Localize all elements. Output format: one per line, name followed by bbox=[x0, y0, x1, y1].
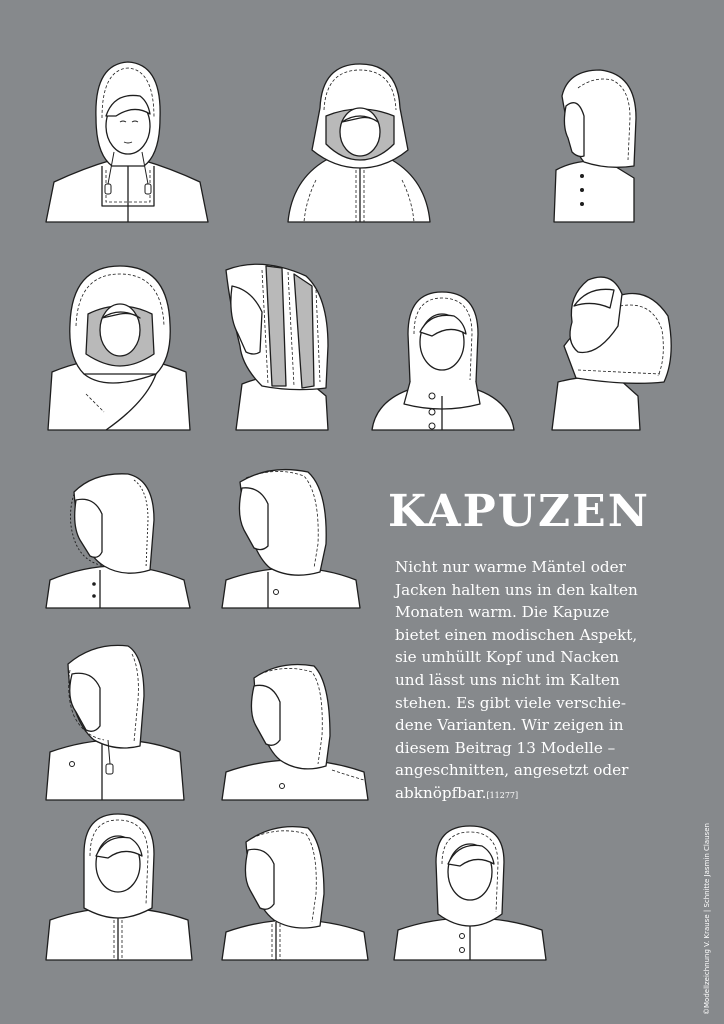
article-title: KAPUZEN bbox=[388, 486, 650, 537]
reference-number: [11277] bbox=[486, 790, 519, 800]
hood-sketch-1 bbox=[44, 56, 210, 224]
body-line: bietet einen modischen Aspekt, bbox=[395, 625, 638, 644]
body-line: Nicht nur warme Mäntel oder bbox=[395, 558, 626, 576]
body-line: dene Varianten. Wir zeigen in bbox=[395, 716, 624, 735]
hood-sketch-2 bbox=[286, 60, 432, 224]
hood-sketch-5 bbox=[222, 256, 332, 432]
body-line: sie umhüllt Kopf und Nacken bbox=[395, 648, 620, 667]
body-line: Jacken halten uns in den kalten bbox=[395, 580, 638, 599]
hood-sketch-10 bbox=[44, 640, 186, 802]
hood-sketch-4 bbox=[46, 262, 192, 432]
hood-sketch-11 bbox=[220, 660, 370, 802]
image-credit: ©Modellzeichnung V. Krause | Schnitte Jasmin Clausen bbox=[703, 823, 711, 1015]
hood-sketch-13 bbox=[220, 822, 370, 962]
hood-sketch-12 bbox=[44, 808, 194, 962]
body-line: stehen. Es gibt viele verschie- bbox=[395, 693, 627, 712]
body-line: angeschnitten, angesetzt oder bbox=[395, 761, 629, 780]
body-line: diesem Beitrag 13 Modelle – bbox=[395, 738, 616, 757]
body-line: Monaten warm. Die Kapuze bbox=[395, 603, 610, 622]
hood-sketch-9 bbox=[220, 464, 362, 610]
hood-sketch-7 bbox=[548, 266, 676, 432]
body-line-text: abknöpfbar. bbox=[395, 783, 487, 802]
article-body bbox=[395, 556, 655, 808]
hood-sketch-8 bbox=[44, 470, 192, 610]
hood-sketch-14 bbox=[392, 822, 548, 962]
body-line: und lässt uns nicht im Kalten bbox=[395, 670, 620, 689]
hood-sketch-6 bbox=[370, 290, 516, 432]
body-line-last bbox=[395, 782, 655, 808]
hood-sketch-3 bbox=[548, 66, 640, 224]
